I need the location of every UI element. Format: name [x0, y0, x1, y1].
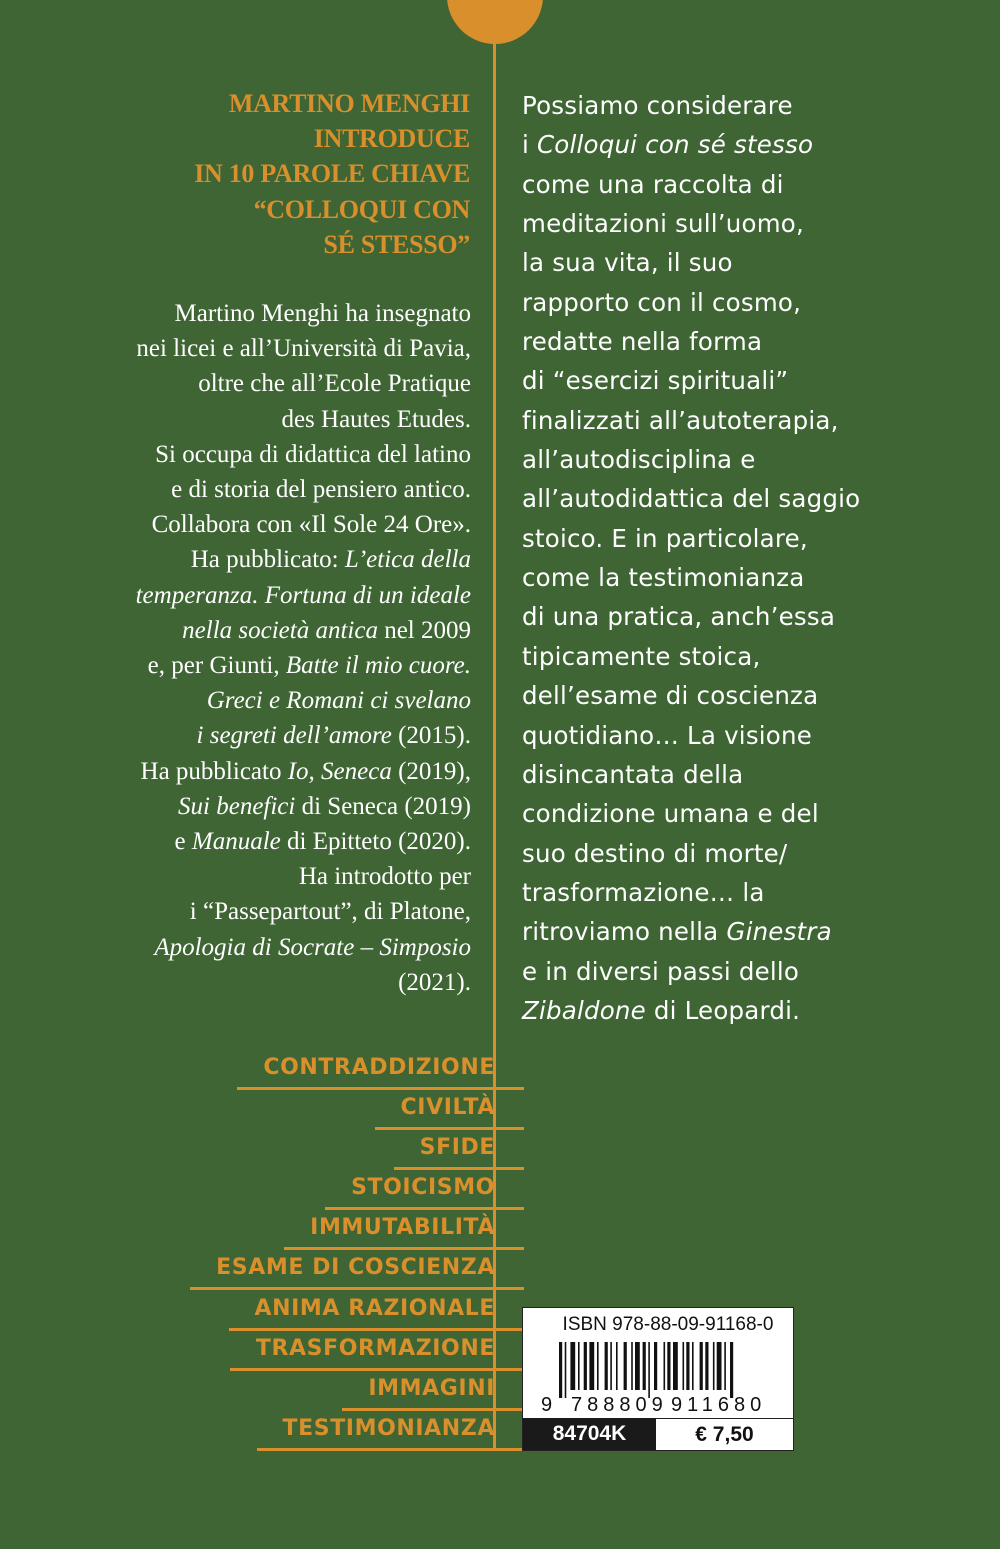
keyword-row: [95, 1212, 495, 1252]
barcode-bar: [713, 1342, 715, 1390]
text-segment: i “Passepartout”, di Platone,: [189, 898, 471, 926]
italic-text: Io, Seneca: [287, 757, 392, 785]
bio-line: [11, 542, 471, 577]
bio-line: [11, 613, 471, 648]
barcode-bar: [692, 1342, 694, 1390]
keyword-row: [95, 1172, 495, 1212]
italic-text: L’etica della: [344, 546, 471, 574]
barcode-digits-left: 788809: [571, 1394, 668, 1416]
blurb-line: [522, 952, 982, 991]
barcode-bar: [717, 1342, 722, 1390]
author-bio: [11, 296, 471, 1000]
barcode-bar: [643, 1342, 646, 1390]
barcode-bar: [686, 1342, 689, 1390]
keyword-row: [95, 1293, 495, 1333]
text-segment: e in diversi passi dello: [522, 956, 800, 986]
keyword-row: [95, 1132, 495, 1172]
text-segment: di una pratica, anch’essa: [522, 602, 836, 632]
italic-text: i segreti dell’amore: [196, 722, 392, 750]
heading-line: IN 10 PAROLE CHIAVE: [194, 159, 470, 189]
bio-line: [11, 331, 471, 366]
text-segment: come una raccolta di: [522, 169, 784, 199]
barcode-bar: [605, 1342, 608, 1390]
blurb-line: [522, 519, 982, 558]
text-segment: Ha introdotto per: [298, 863, 471, 891]
blurb-line: [522, 361, 982, 400]
barcode-bar: [673, 1342, 678, 1390]
bio-line: [11, 789, 471, 824]
bio-line: [11, 718, 471, 753]
text-segment: i: [522, 130, 537, 160]
text-segment: all’autodidattica del saggio: [522, 484, 861, 514]
text-segment: Ha pubblicato:: [190, 546, 345, 574]
barcode-bar: [683, 1342, 685, 1390]
blurb-line: [522, 912, 982, 951]
barcode-bar: [648, 1342, 650, 1398]
isbn-text: ISBN 978-88-09-91168-0: [562, 1314, 774, 1335]
blurb-line: [522, 165, 982, 204]
text-segment: di Leopardi.: [645, 995, 801, 1025]
text-segment: Collabora con «Il Sole 24 Ore».: [151, 511, 471, 539]
barcode-bar: [610, 1342, 612, 1390]
keyword-item: STOICISMO: [325, 1172, 524, 1210]
text-segment: quotidiano… La visione: [522, 720, 812, 750]
bio-line: [11, 754, 471, 789]
italic-text: Batte il mio cuore.: [285, 652, 471, 680]
keyword-row: [95, 1413, 495, 1453]
bio-line: [11, 578, 471, 613]
blurb-line: [522, 243, 982, 282]
heading-line: “COLLOQUI CON: [253, 194, 470, 224]
blurb-line: [522, 558, 982, 597]
bio-line: [11, 402, 471, 437]
keyword-row: [95, 1333, 495, 1373]
text-segment: rapporto con il cosmo,: [522, 287, 802, 317]
text-segment: e: [174, 828, 192, 856]
italic-text: Sui benefici: [178, 792, 296, 820]
italic-text: Zibaldone: [522, 995, 646, 1025]
italic-text: Manuale: [191, 828, 281, 856]
italic-text: Ginestra: [726, 917, 832, 947]
barcode-bar: [724, 1342, 726, 1390]
italic-text: nella società antica: [182, 616, 378, 644]
text-segment: all’autodisciplina e: [522, 445, 756, 475]
text-segment: nel 2009: [377, 616, 471, 644]
text-segment: e di storia del pensiero antico.: [171, 476, 471, 504]
bio-line: [11, 648, 471, 683]
blurb-line: [522, 204, 982, 243]
blurb-line: [522, 991, 982, 1030]
text-segment: trasformazione… la: [522, 877, 765, 907]
blurb-line: [522, 794, 982, 833]
product-code: 84704K: [523, 1418, 656, 1450]
bio-line: [11, 824, 471, 859]
barcode-label: [522, 1307, 794, 1451]
barcode-bar: [559, 1342, 562, 1398]
barcode-bar: [631, 1342, 633, 1390]
text-segment: stoico. E in particolare,: [522, 523, 808, 553]
barcode-bar: [635, 1342, 640, 1390]
price: € 7,50: [656, 1418, 793, 1450]
bio-line: [11, 965, 471, 1000]
bio-line: [11, 296, 471, 331]
keyword-row: [95, 1052, 495, 1092]
barcode-bar: [616, 1342, 618, 1390]
barcode-bar: [589, 1342, 594, 1390]
text-segment: condizione umana e del: [522, 799, 819, 829]
blurb-line: [522, 597, 982, 636]
barcode-bar: [730, 1342, 733, 1398]
text-segment: disincantata della: [522, 759, 744, 789]
heading-line: SÉ STESSO”: [323, 229, 470, 259]
barcode-bar: [664, 1342, 666, 1390]
keyword-item: ANIMA RAZIONALE: [229, 1293, 525, 1331]
keyword-item: CIVILTÀ: [375, 1092, 524, 1130]
barcode-digits-right: 911680: [671, 1394, 767, 1416]
blurb-line: [522, 125, 982, 164]
text-segment: di Seneca (2019): [295, 792, 471, 820]
text-segment: (2021).: [398, 968, 471, 996]
barcode-bar: [597, 1342, 599, 1390]
blurb-line: [522, 322, 982, 361]
text-segment: Ha pubblicato: [140, 757, 288, 785]
keyword-list: [95, 1052, 495, 1453]
text-segment: (2015).: [391, 722, 471, 750]
text-segment: di Epitteto (2020).: [280, 828, 471, 856]
blurb-line: [522, 86, 982, 125]
italic-text: Apologia di Socrate – Simposio: [154, 933, 471, 961]
text-segment: ritroviamo nella: [522, 917, 727, 947]
barcode-bar: [654, 1342, 657, 1390]
text-segment: di “esercizi spirituali”: [522, 366, 789, 396]
text-segment: meditazioni sull’uomo,: [522, 209, 804, 239]
barcode-bar: [667, 1342, 670, 1390]
text-segment: Martino Menghi ha insegnato: [174, 300, 471, 327]
bio-line: [11, 366, 471, 401]
keyword-row: [95, 1373, 495, 1413]
keyword-item: TESTIMONIANZA: [257, 1413, 524, 1451]
bio-line: [11, 472, 471, 507]
barcode-bar: [565, 1342, 567, 1398]
blurb-line: [522, 479, 982, 518]
text-segment: Possiamo considerare: [522, 91, 793, 120]
blurb-line: [522, 873, 982, 912]
blurb-text: [522, 86, 982, 1030]
keyword-item: CONTRADDIZIONE: [237, 1052, 524, 1090]
text-segment: des Hautes Etudes.: [281, 405, 471, 433]
italic-text: temperanza. Fortuna di un ideale: [135, 581, 471, 609]
bio-line: [11, 930, 471, 965]
keyword-row: [95, 1252, 495, 1292]
keyword-item: TRASFORMAZIONE: [230, 1333, 524, 1371]
keyword-row: [95, 1092, 495, 1132]
barcode-bar: [705, 1342, 708, 1390]
text-segment: come la testimonianza: [522, 563, 805, 593]
blurb-line: [522, 755, 982, 794]
bio-line: [11, 859, 471, 894]
text-segment: Si occupa di didattica del latino: [155, 440, 471, 468]
barcode-bar: [578, 1342, 580, 1390]
bio-line: [11, 437, 471, 472]
barcode-bar: [624, 1342, 627, 1390]
barcode-bar: [570, 1342, 575, 1390]
italic-text: Greci e Romani ci svelano: [206, 687, 471, 715]
keyword-item: ESAME DI COSCIENZA: [190, 1252, 524, 1290]
text-segment: la sua vita, il suo: [522, 248, 733, 278]
text-segment: nei licei e all’Università di Pavia,: [136, 335, 471, 363]
barcode-bar: [700, 1342, 703, 1390]
text-segment: dell’esame di coscienza: [522, 681, 819, 711]
bio-line: [11, 683, 471, 718]
bio-line: [11, 894, 471, 929]
blurb-line: [522, 283, 982, 322]
blurb-line: [522, 834, 982, 873]
barcode-bar: [584, 1342, 587, 1390]
heading-line: MARTINO MENGHI: [228, 89, 470, 118]
blurb-line: [522, 440, 982, 479]
barcode-icon: [559, 1342, 773, 1398]
blurb-line: [522, 716, 982, 755]
text-segment: finalizzati all’autoterapia,: [522, 405, 839, 435]
blurb-line: [522, 676, 982, 715]
keyword-item: IMMAGINI: [342, 1373, 524, 1411]
text-segment: suo destino di morte/: [522, 838, 788, 868]
heading: [50, 86, 470, 262]
text-segment: e, per Giunti,: [147, 652, 286, 680]
keyword-item: IMMUTABILITÀ: [284, 1212, 524, 1250]
keyword-item: SFIDE: [394, 1132, 524, 1170]
barcode-digit-first: 9: [541, 1394, 558, 1416]
blurb-line: [522, 401, 982, 440]
blurb-line: [522, 637, 982, 676]
text-segment: oltre che all’Ecole Pratique: [198, 370, 471, 398]
italic-text: Colloqui con sé stesso: [537, 130, 814, 160]
text-segment: tipicamente stoica,: [522, 641, 761, 671]
bio-line: [11, 507, 471, 542]
text-segment: (2019),: [391, 757, 471, 785]
text-segment: redatte nella forma: [522, 327, 763, 357]
heading-line: INTRODUCE: [313, 124, 470, 154]
